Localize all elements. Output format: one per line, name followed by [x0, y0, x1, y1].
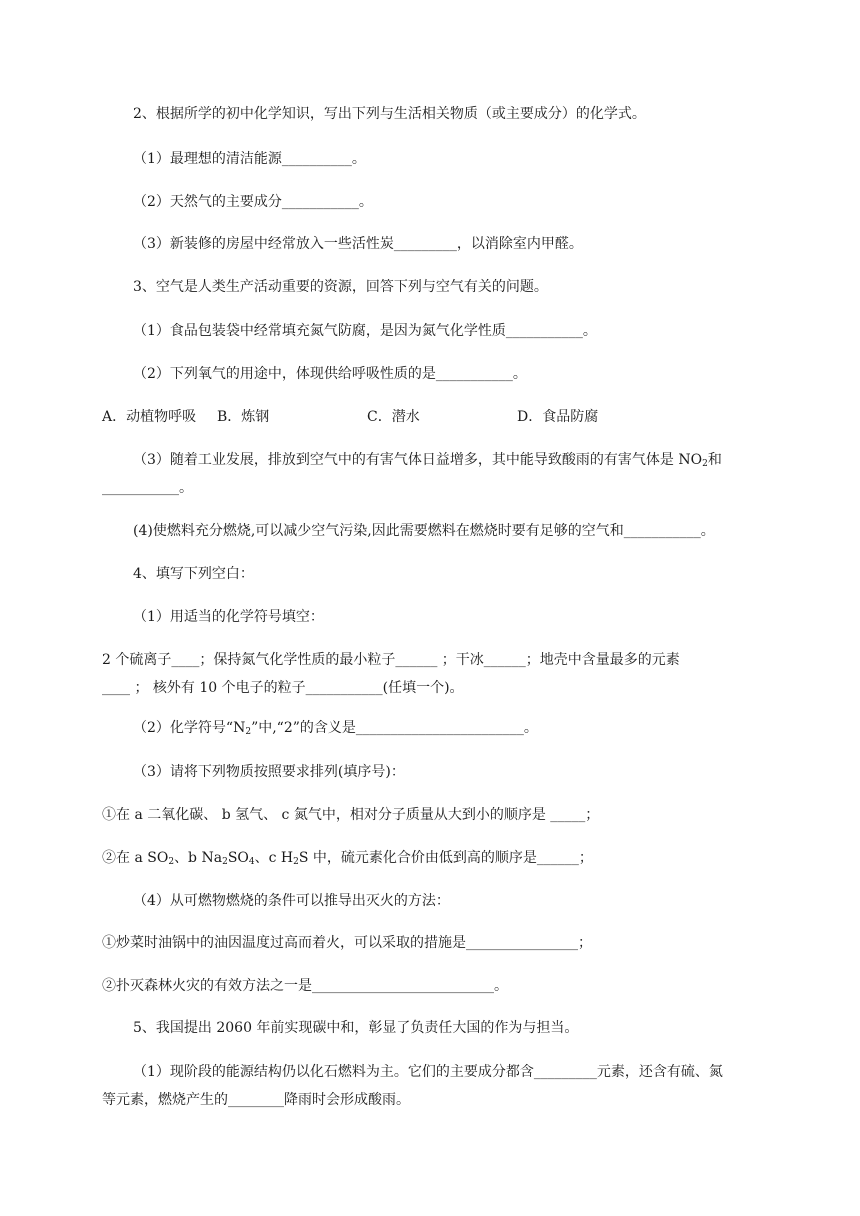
q4-part1: （1）用适当的化学符号填空： [133, 609, 324, 625]
q4-part3-item1: ①在 a 二氧化碳、 b 氢气、 c 氮气中，相对分子质量从大到小的顺序是 _____； [102, 807, 600, 823]
q4-part4-item2: ②扑灭森林火灾的有效方法之一是__________________________。 [102, 978, 508, 994]
subscript: 2 [293, 857, 299, 867]
text: SO [227, 850, 249, 866]
q4-part2 [133, 718, 538, 738]
q4-part4-item1: ①炒菜时油锅中的油因温度过高而着火，可以采取的措施是________________； [102, 935, 592, 951]
option-b: B．炼钢 [217, 409, 270, 425]
q2-part3: （3）新装修的房屋中经常放入一些活性炭_________，以消除室内甲醛。 [133, 236, 583, 252]
q3-part3-line2: ___________。 [102, 480, 193, 496]
q4-part2-text-end: ”中,“2”的含义是________________________。 [251, 720, 538, 736]
q5-title: 5、我国提出 2060 年前实现碳中和，彰显了负责任大国的作为与担当。 [133, 1020, 579, 1036]
q3-title: 3、空气是人类生产活动重要的资源，回答下列与空气有关的问题。 [133, 279, 548, 295]
option-c: C．潜水 [367, 409, 420, 425]
text: 、b Na [174, 850, 223, 866]
q3-part3-text: （3）随着工业发展，排放到空气中的有害气体日益增多，其中能导致酸雨的有害气体是 NO [133, 452, 703, 468]
q3-options [102, 407, 598, 427]
q3-part2: （2）下列氧气的用途中，体现供给呼吸性质的是___________。 [133, 366, 527, 382]
q4-part3: （3）请将下列物质按照要求排列(填序号)： [133, 764, 405, 780]
q4-part2-text: （2）化学符号“N [133, 720, 246, 736]
q4-part4: （4）从可燃物燃烧的条件可以推导出灭火的方法： [133, 893, 450, 909]
q3-part1: （1）食品包装袋中经常填充氮气防腐，是因为氮气化学性质___________。 [133, 323, 597, 339]
q2-part1: （1）最理想的清洁能源__________。 [133, 151, 366, 167]
q3-part4: (4)使燃料充分燃烧,可以减少空气污染,因此需要燃料在燃烧时要有足够的空气和___________。 [133, 523, 715, 539]
q2-title: 2、根据所学的初中化学知识，写出下列与生活相关物质（或主要成分）的化学式。 [133, 106, 646, 122]
q4-part1-line2: ____ ； 核外有 10 个电子的粒子___________(任填一个)。 [102, 680, 464, 696]
subscript: 2 [702, 459, 708, 469]
subscript: 2 [245, 727, 252, 737]
subscript: 2 [222, 857, 228, 867]
q4-part1-line1: 2 个硫离子____；保持氮气化学性质的最小粒子______ ；干冰______；地壳中含量最多的元素 [102, 652, 680, 668]
option-a: A．动植物呼吸 [102, 409, 197, 425]
q2-part2: （2）天然气的主要成分___________。 [133, 194, 373, 210]
option-d: D．食品防腐 [517, 409, 599, 425]
q3-part3-text-end: 和 [707, 452, 722, 468]
q4-title: 4、填写下列空白： [133, 566, 254, 582]
q4-part3-item2 [102, 848, 593, 868]
text: 、c H [254, 850, 294, 866]
text: ②在 a SO [102, 850, 169, 866]
subscript: 2 [168, 857, 175, 867]
q5-part1-line1: （1）现阶段的能源结构仍以化石燃料为主。它们的主要成分都含_________元素，还含有硫、氮 [133, 1064, 723, 1080]
text: S 中，硫元素化合价由低到高的顺序是______； [298, 850, 593, 866]
q5-part1-line2: 等元素，燃烧产生的________降雨时会形成酸雨。 [102, 1092, 410, 1108]
subscript: 4 [248, 857, 255, 867]
q3-part3-line1 [133, 450, 722, 470]
